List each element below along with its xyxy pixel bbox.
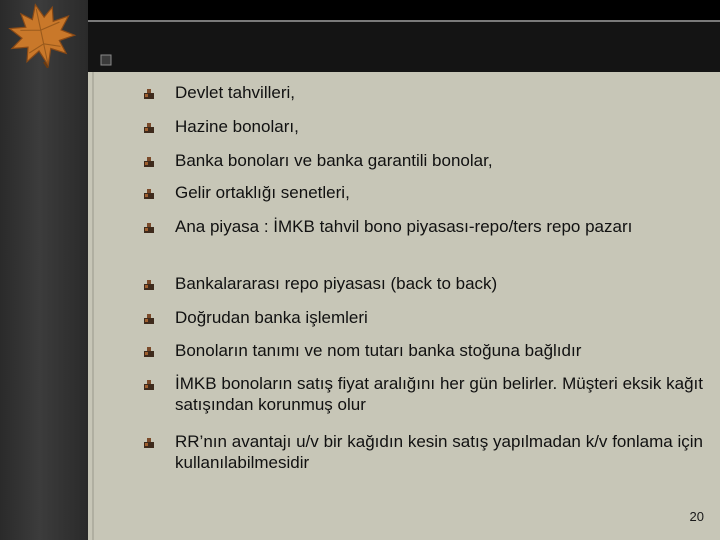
square-bullet-icon [144,314,154,324]
list-item-text: RR’nın avantajı u/v bir kağıdın kesin satış yapılmadan k/v fonlama için kullanılabilmesidir [175,432,703,472]
list-item [144,373,708,415]
list-item [144,182,708,203]
autumn-leaf-icon [2,0,84,68]
square-bullet-icon [144,380,154,390]
list-item-text: Bankalararası repo piyasası (back to back) [175,274,498,293]
list-item-text: Hazine bonoları, [175,117,299,136]
list-item [144,82,708,103]
square-bullet-icon [144,438,154,448]
page-number: 20 [689,509,704,524]
title-bullet-icon [100,54,112,66]
square-bullet-icon [144,280,154,290]
list-item-text: Banka bonoları ve banka garantili bonolar, [175,151,493,170]
list-item [144,116,708,137]
list-item [144,216,708,237]
list-item-text: Devlet tahvilleri, [175,83,295,102]
square-bullet-icon [144,223,154,233]
square-bullet-icon [144,347,154,357]
list-item [144,340,708,361]
list-item-text: Doğrudan banka işlemleri [175,308,368,327]
list-item [144,307,708,328]
left-band [0,0,88,540]
square-bullet-icon [144,157,154,167]
list-item-text: Bonoların tanımı ve nom tutarı banka stoğuna bağlıdır [175,341,582,360]
list-item-text: Ana piyasa : İMKB tahvil bono piyasası-repo/ters repo pazarı [175,217,633,236]
list-item [144,431,708,473]
title-bar [88,20,720,72]
square-bullet-icon [144,89,154,99]
title-bar-edge [88,20,720,22]
list-item [144,273,708,294]
list-item-text: İMKB bonoların satış fiyat aralığını her gün belirler. Müşteri eksik kağıt satışından korunmuş olur [175,374,703,414]
list-item-text: Gelir ortaklığı senetleri, [175,183,350,202]
square-bullet-icon [144,123,154,133]
content-divider [92,72,94,540]
square-bullet-icon [144,189,154,199]
list-item [144,150,708,171]
